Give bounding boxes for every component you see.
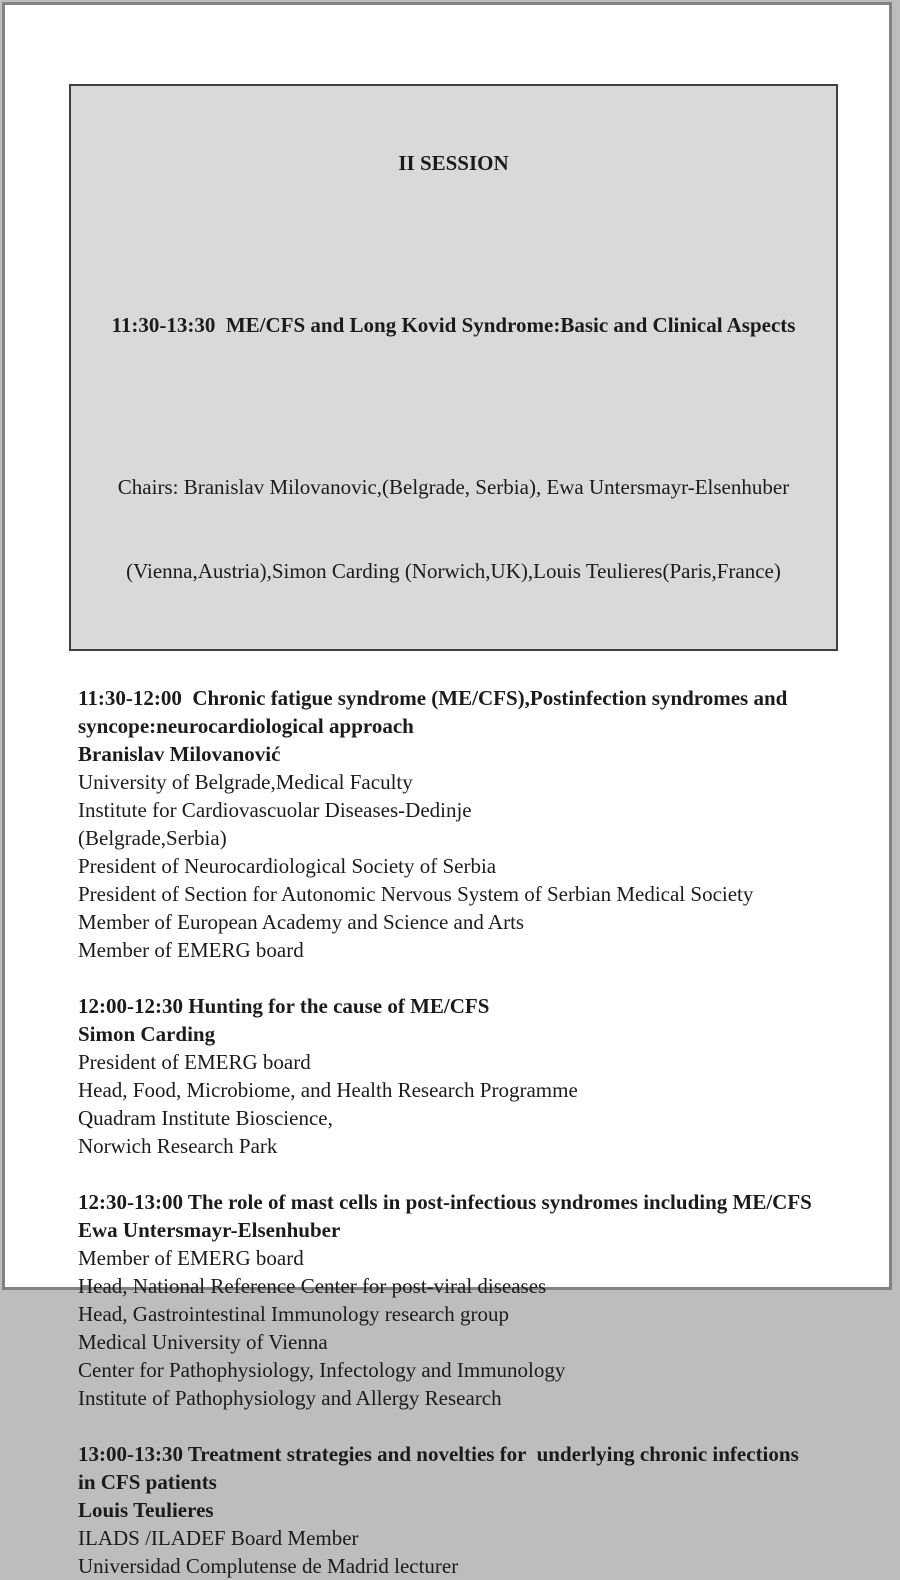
talk-affiliation-line: Member of EMERG board xyxy=(78,938,304,962)
talk-speaker: Ewa Untersmayr-Elsenhuber xyxy=(78,1218,341,1242)
talk-affiliation-line: Quadram Institute Bioscience, xyxy=(78,1106,333,1130)
talk-affiliation-line: University of Belgrade,Medical Faculty xyxy=(78,770,413,794)
talk-speaker: Louis Teulieres xyxy=(78,1498,214,1522)
session-time-and-title: 11:30-13:30 ME/CFS and Long Kovid Syndrome:Basic and Clinical Aspects xyxy=(111,313,796,337)
talk-title: 12:00-12:30 Hunting for the cause of ME/CFS xyxy=(78,994,490,1018)
session-chairs-line-1: Chairs: Branislav Milovanovic,(Belgrade, Serbia), Ewa Untersmayr-Elsenhuber xyxy=(117,475,790,499)
talk-speaker: Branislav Milovanović xyxy=(78,742,281,766)
document-page xyxy=(2,2,892,1578)
talk-affiliation-line: Norwich Research Park xyxy=(78,1134,278,1158)
talk-affiliation-line: Member of EMERG board xyxy=(78,1246,304,1270)
session-number-title: II SESSION xyxy=(398,151,509,175)
talk-item xyxy=(78,992,820,1160)
talk-speaker: Simon Carding xyxy=(78,1022,216,1046)
talk-affiliation-line: Member of European Academy and Science and Arts xyxy=(78,910,525,934)
talk-item xyxy=(78,1188,820,1412)
talk-affiliation-line: (Belgrade,Serbia) xyxy=(78,826,227,850)
blank-line xyxy=(83,233,824,255)
talk-affiliation-line: Center for Pathophysiology, Infectology and Immunology xyxy=(78,1358,566,1382)
talk-affiliation-line: ILADS /ILADEF Board Member xyxy=(78,1526,359,1550)
talk-affiliation-line: Head, Gastrointestinal Immunology research group xyxy=(78,1302,509,1326)
talks-list xyxy=(78,684,820,1580)
talk-item xyxy=(78,1440,820,1580)
talk-affiliation-line: Institute of Pathophysiology and Allergy Research xyxy=(78,1386,502,1410)
talk-title: 13:00-13:30 Treatment strategies and novelties for underlying chronic infections in CFS patients xyxy=(78,1442,804,1494)
talk-affiliation-line: Institute for Cardiovascuolar Diseases-Dedinje xyxy=(78,798,472,822)
talk-affiliation-line: Head, Food, Microbiome, and Health Research Programme xyxy=(78,1078,578,1102)
talk-affiliation-line: Universidad Complutense de Madrid lecturer xyxy=(78,1554,459,1578)
talk-affiliation-line: President of Section for Autonomic Nervous System of Serbian Medical Society xyxy=(78,882,754,906)
talk-affiliation-line: President of EMERG board xyxy=(78,1050,311,1074)
talk-item xyxy=(78,684,820,964)
blank-line xyxy=(83,395,824,417)
session-chairs-line-2: (Vienna,Austria),Simon Carding (Norwich,UK),Louis Teulieres(Paris,France) xyxy=(126,559,781,583)
talk-affiliation-line: Medical University of Vienna xyxy=(78,1330,328,1354)
talk-affiliation-line: Head, National Reference Center for post-viral diseases xyxy=(78,1274,547,1298)
talk-title: 12:30-13:00 The role of mast cells in post-infectious syndromes including ME/CFS xyxy=(78,1190,812,1214)
session-header-box xyxy=(69,84,838,651)
talk-affiliation-line: President of Neurocardiological Society of Serbia xyxy=(78,854,497,878)
talk-title: 11:30-12:00 Chronic fatigue syndrome (ME/CFS),Postinfection syndromes and syncope:neurocardiological approach xyxy=(78,686,793,738)
